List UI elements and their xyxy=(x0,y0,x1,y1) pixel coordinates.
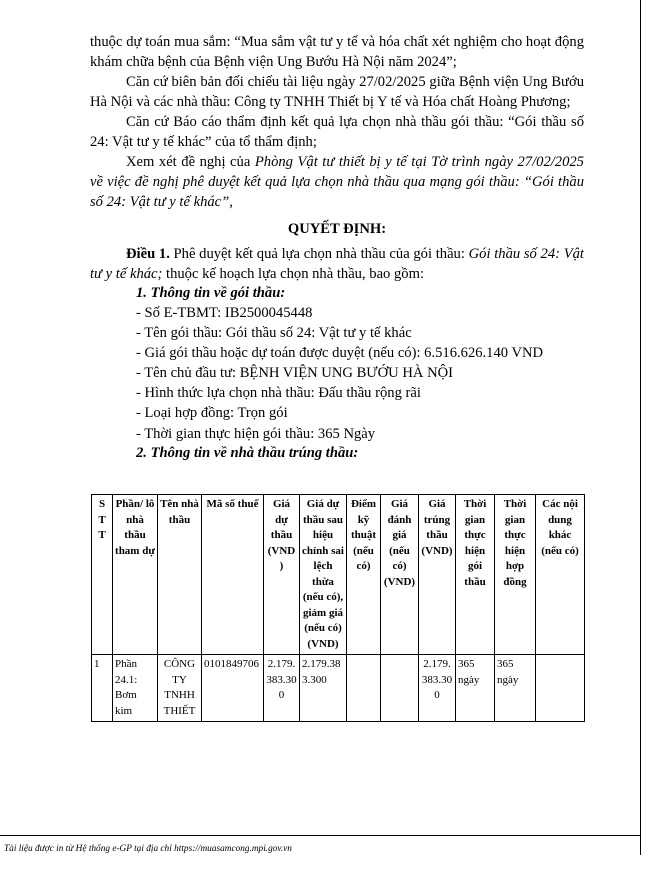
proposal-italic: Phòng Vật tư thiết bị y tế tại Tờ trình ngày 27/02/2025 về việc đề nghị phê duyệt kết quả lựa chọn nhà thầu qua mạng gói thầu: “Gói thầu số 24: Vật tư y tế khác”, xyxy=(90,154,584,210)
cell-adjusted-price: 2.179.383.300 xyxy=(300,655,347,722)
article-1 xyxy=(90,244,584,284)
article-1-tail: thuộc kế hoạch lựa chọn nhà thầu, bao gồm: xyxy=(162,266,424,282)
cell-contract-duration: 365 ngày xyxy=(495,655,536,722)
cell-package-duration: 365 ngày xyxy=(456,655,495,722)
paragraph-procurement-estimate: thuộc dự toán mua sắm: “Mua sắm vật tư y tế và hóa chất xét nghiệm cho hoạt động khám chữa bệnh của Bệnh viện Ung Bướu Hà Nội năm 2024”; xyxy=(90,34,584,70)
proposal-prefix: Xem xét đề nghị của xyxy=(126,154,255,170)
th-other: Các nội dung khác (nếu có) xyxy=(536,495,585,655)
item-selection-method: - Hình thức lựa chọn nhà thầu: Đấu thầu rộng rãi xyxy=(136,385,421,402)
th-stt: STT xyxy=(92,495,113,655)
cell-other xyxy=(536,655,585,722)
print-source-footer: Tài liệu được in từ Hệ thống e-GP tại địa chỉ https://muasamcong.mpi.gov.vn xyxy=(4,844,292,854)
table-row xyxy=(92,655,585,722)
th-technical-score: Điểm kỹ thuật (nếu có) xyxy=(347,495,381,655)
cell-bidder-name: CÔNG TY TNHH THIẾT xyxy=(158,655,202,722)
cell-bid-price: 2.179.383.300 xyxy=(264,655,300,722)
item-duration: - Thời gian thực hiện gói thầu: 365 Ngày xyxy=(136,425,376,442)
table-header-row xyxy=(92,495,585,655)
cell-lot: Phần 24.1: Bơm kim xyxy=(113,655,158,722)
th-tax-code: Mã số thuế xyxy=(202,495,264,655)
cell-evaluated-price xyxy=(381,655,419,722)
page-bottom-border xyxy=(0,835,641,836)
th-bidder-name: Tên nhà thầu xyxy=(158,495,202,655)
section-2-heading: 2. Thông tin về nhà thầu trúng thầu: xyxy=(136,444,359,461)
th-adjusted-price: Giá dự thầu sau hiệu chỉnh sai lệch thừa (nếu có), giảm giá (nếu có) (VND) xyxy=(300,495,347,655)
winning-bidder-table xyxy=(91,494,585,722)
th-winning-price: Giá trúng thầu (VND) xyxy=(419,495,456,655)
section-1-heading: 1. Thông tin về gói thầu: xyxy=(136,285,286,301)
item-package-price: - Giá gói thầu hoặc dự toán được duyệt (nếu có): 6.516.626.140 VND xyxy=(136,345,544,362)
cell-stt: 1 xyxy=(92,655,113,722)
decision-title: QUYẾT ĐỊNH: xyxy=(287,221,387,237)
th-lot: Phần/ lô nhà thầu tham dự xyxy=(113,495,158,655)
cell-winning-price: 2.179.383.300 xyxy=(419,655,456,722)
paragraph-appraisal-report: Căn cứ Báo cáo thẩm định kết quả lựa chọn nhà thầu gói thầu: “Gói thầu số 24: Vật tư y tế khác” của tổ thẩm định; xyxy=(90,114,584,150)
th-package-duration: Thời gian thực hiện gói thầu xyxy=(456,495,495,655)
item-contract-type: - Loại hợp đồng: Trọn gói xyxy=(136,405,288,422)
article-1-package: Gói thầu số 24: Vật tư y tế khác; xyxy=(90,246,584,282)
item-investor: - Tên chủ đầu tư: BỆNH VIỆN UNG BƯỚU HÀ NỘI xyxy=(136,365,454,382)
th-bid-price: Giá dự thầu (VND) xyxy=(264,495,300,655)
th-evaluated-price: Giá đánh giá (nếu có) (VND) xyxy=(381,495,419,655)
article-1-label: Điều 1. xyxy=(126,246,170,262)
paragraph-proposal xyxy=(90,152,584,212)
item-etbmt: - Số E-TBMT: IB2500045448 xyxy=(136,305,313,321)
article-1-text: Phê duyệt kết quả lựa chọn nhà thầu của gói thầu: xyxy=(169,246,469,262)
item-package-name: - Tên gói thầu: Gói thầu số 24: Vật tư y tế khác xyxy=(136,325,412,342)
cell-tax-code: 0101849706 xyxy=(202,655,264,722)
page-right-border xyxy=(640,0,641,855)
th-contract-duration: Thời gian thực hiện hợp đồng xyxy=(495,495,536,655)
paragraph-comparison-minutes: Căn cứ biên bản đối chiếu tài liệu ngày 27/02/2025 giữa Bệnh viện Ung Bướu Hà Nội và các nhà thầu: Công ty TNHH Thiết bị Y tế và Hóa chất Hoàng Phương; xyxy=(90,74,584,110)
document-body xyxy=(90,32,584,463)
cell-technical-score xyxy=(347,655,381,722)
